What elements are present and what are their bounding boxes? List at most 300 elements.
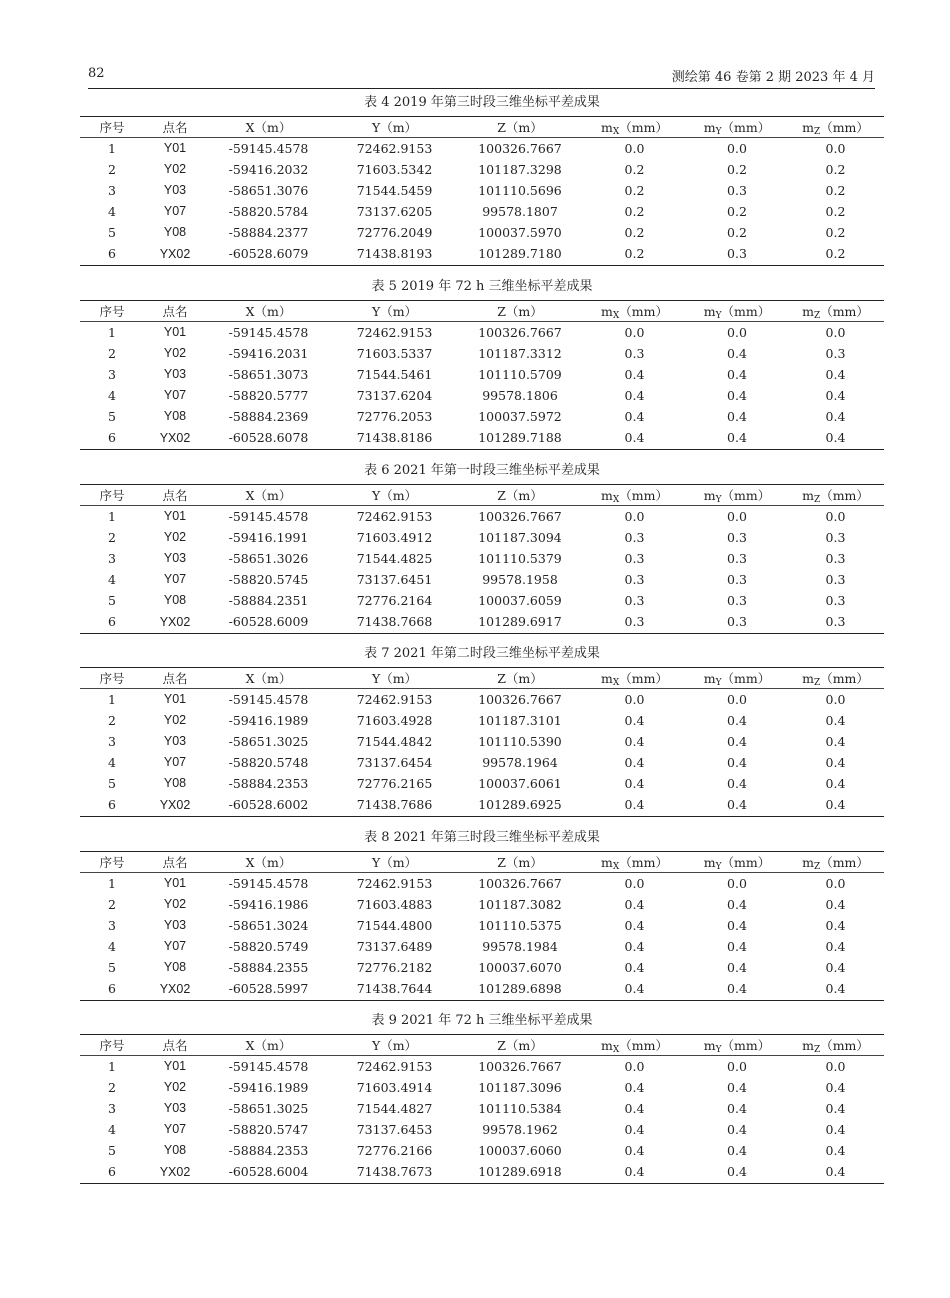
z-cell: 101187.3298	[478, 161, 562, 177]
point-name-cell: YX02	[159, 981, 191, 996]
mz-cell: 0.4	[825, 797, 846, 813]
y-cell: 72462.9153	[356, 508, 433, 524]
my-cell: 0.3	[727, 182, 747, 198]
name-header: 点名	[162, 671, 188, 686]
mz-symbol: m	[802, 119, 814, 135]
table-row	[80, 1140, 884, 1161]
x-cell: -58820.5777	[228, 387, 309, 403]
mz-header	[787, 852, 884, 873]
mx-cell: 0.0	[624, 691, 645, 707]
x-cell: -58884.2377	[228, 224, 309, 240]
x-cell: -59416.1991	[228, 529, 309, 545]
seq-header: 序号	[99, 120, 125, 135]
mx-cell: 0.3	[624, 550, 645, 566]
point-name-cell: Y08	[163, 1143, 187, 1157]
mx-unit: （mm）	[619, 854, 668, 870]
my-header	[687, 485, 787, 506]
seq-cell: 6	[108, 981, 116, 997]
mz-cell: 0.0	[825, 508, 846, 524]
my-cell: 0.4	[727, 1164, 747, 1180]
table-row	[80, 406, 884, 427]
x-cell: -59145.4578	[228, 508, 309, 524]
y-cell: 72462.9153	[356, 875, 433, 891]
mz-cell: 0.4	[825, 1121, 846, 1137]
my-subscript: Y	[715, 861, 722, 872]
point-name-cell: Y07	[163, 939, 187, 953]
result-table-5	[80, 278, 884, 450]
mx-header	[582, 668, 687, 689]
z-cell: 101110.5709	[478, 366, 562, 382]
mx-cell: 0.4	[624, 1164, 645, 1180]
header-row	[80, 1035, 884, 1056]
y-cell: 72776.2182	[356, 959, 433, 975]
table-row	[80, 222, 884, 243]
mz-cell: 0.0	[825, 875, 846, 891]
y-cell: 72462.9153	[356, 140, 433, 156]
seq-cell: 6	[108, 1164, 116, 1180]
z-cell: 101289.6917	[478, 614, 562, 630]
mx-cell: 0.0	[624, 1058, 645, 1074]
y-cell: 73137.6453	[356, 1121, 433, 1137]
table-row	[80, 322, 884, 343]
z-header: Z（m）	[497, 1038, 543, 1053]
result-table-6	[80, 462, 884, 634]
z-cell: 100326.7667	[478, 1058, 562, 1074]
z-cell: 101289.6898	[478, 981, 562, 997]
x-cell: -59416.2031	[228, 345, 309, 361]
mz-cell: 0.4	[825, 1079, 846, 1095]
name-header: 点名	[162, 1038, 188, 1053]
mz-cell: 0.0	[825, 1058, 846, 1074]
table-caption: 表 6 2021 年第一时段三维坐标平差成果	[364, 463, 600, 478]
point-name-cell: Y03	[163, 551, 187, 565]
point-name-cell: YX02	[159, 1164, 191, 1179]
z-cell: 100326.7667	[478, 875, 562, 891]
my-cell: 0.4	[727, 408, 747, 424]
seq-cell: 5	[108, 224, 116, 240]
my-cell: 0.4	[727, 959, 747, 975]
mz-cell: 0.2	[825, 203, 846, 219]
mz-cell: 0.2	[825, 246, 846, 262]
x-header: X（m）	[245, 855, 292, 870]
z-cell: 100326.7667	[478, 691, 562, 707]
my-cell: 0.4	[727, 387, 747, 403]
seq-cell: 3	[108, 550, 116, 566]
point-name-cell: Y03	[163, 367, 187, 381]
mz-header	[787, 668, 884, 689]
x-cell: -58884.2353	[228, 775, 309, 791]
my-cell: 0.4	[727, 1100, 747, 1116]
table-row	[80, 794, 884, 817]
x-cell: -58820.5747	[228, 1121, 309, 1137]
mx-cell: 0.4	[624, 754, 645, 770]
mz-cell: 0.4	[825, 775, 846, 791]
mz-cell: 0.4	[825, 408, 846, 424]
mz-cell: 0.4	[825, 1142, 846, 1158]
point-name-cell: Y07	[163, 204, 187, 218]
table-row	[80, 180, 884, 201]
my-unit: （mm）	[721, 670, 771, 686]
seq-cell: 1	[108, 508, 116, 524]
mz-cell: 0.4	[825, 387, 846, 403]
point-name-cell: Y01	[163, 692, 187, 707]
mz-subscript: Z	[813, 677, 821, 688]
mz-cell: 0.3	[825, 345, 846, 361]
mz-symbol: m	[802, 854, 814, 870]
z-cell: 101187.3096	[478, 1079, 562, 1095]
seq-cell: 1	[108, 691, 116, 707]
seq-cell: 6	[108, 614, 116, 630]
mx-symbol: m	[601, 303, 613, 319]
table-row	[80, 159, 884, 180]
y-cell: 73137.6489	[356, 938, 433, 954]
table-row	[80, 569, 884, 590]
x-cell: -58820.5749	[228, 938, 309, 954]
z-cell: 101187.3312	[478, 345, 562, 361]
mx-cell: 0.4	[624, 917, 645, 933]
mx-cell: 0.2	[624, 224, 645, 240]
x-cell: -58884.2369	[228, 408, 309, 424]
z-cell: 101289.6925	[478, 797, 562, 813]
mx-cell: 0.4	[624, 775, 645, 791]
seq-cell: 6	[108, 797, 116, 813]
z-cell: 100037.5972	[478, 408, 562, 424]
my-cell: 0.4	[727, 896, 747, 912]
x-cell: -60528.6009	[228, 614, 309, 630]
my-cell: 0.4	[727, 430, 747, 446]
table-row	[80, 894, 884, 915]
mz-cell: 0.4	[825, 1100, 846, 1116]
z-cell: 101187.3094	[478, 529, 562, 545]
my-cell: 0.4	[727, 754, 747, 770]
name-header: 点名	[162, 120, 188, 135]
point-name-cell: Y02	[163, 713, 187, 727]
table-row	[80, 611, 884, 634]
header-row	[80, 301, 884, 322]
point-name-cell: Y02	[163, 346, 187, 360]
page-header	[88, 64, 875, 89]
mx-unit: （mm）	[619, 1037, 668, 1053]
z-cell: 101187.3101	[478, 712, 562, 728]
mz-subscript: Z	[813, 861, 821, 872]
mz-subscript: Z	[813, 1044, 821, 1055]
y-cell: 72776.2164	[356, 592, 433, 608]
x-cell: -58651.3025	[228, 733, 309, 749]
y-cell: 73137.6204	[356, 387, 433, 403]
seq-cell: 5	[108, 1142, 116, 1158]
z-cell: 101289.6918	[478, 1164, 562, 1180]
my-cell: 0.4	[727, 917, 747, 933]
point-name-cell: Y01	[163, 1059, 187, 1074]
mx-subscript: X	[612, 1044, 620, 1055]
page-number: 82	[88, 66, 105, 81]
z-cell: 100326.7667	[478, 324, 562, 340]
z-cell: 99578.1964	[482, 754, 558, 770]
seq-cell: 4	[108, 571, 116, 587]
data-table	[80, 851, 884, 1001]
seq-cell: 2	[108, 345, 116, 361]
y-cell: 71544.5461	[356, 366, 433, 382]
mx-cell: 0.4	[624, 1079, 645, 1095]
z-cell: 99578.1807	[482, 203, 558, 219]
mx-symbol: m	[601, 1037, 613, 1053]
seq-header: 序号	[99, 1038, 125, 1053]
seq-cell: 2	[108, 161, 116, 177]
my-cell: 0.3	[727, 246, 747, 262]
table-row	[80, 1056, 884, 1077]
table-row	[80, 773, 884, 794]
mz-cell: 0.3	[825, 592, 846, 608]
x-cell: -58884.2355	[228, 959, 309, 975]
seq-cell: 2	[108, 896, 116, 912]
mx-cell: 0.3	[624, 345, 645, 361]
point-name-cell: Y02	[163, 1080, 187, 1094]
y-cell: 72776.2165	[356, 775, 433, 791]
y-header: Y（m）	[371, 671, 418, 686]
point-name-cell: Y08	[163, 225, 187, 239]
mz-cell: 0.4	[825, 366, 846, 382]
my-cell: 0.4	[727, 1079, 747, 1095]
z-cell: 101110.5379	[478, 550, 562, 566]
y-cell: 71438.8186	[356, 430, 433, 446]
my-subscript: Y	[715, 494, 722, 505]
mx-cell: 0.2	[624, 161, 645, 177]
my-header	[687, 1035, 787, 1056]
mz-symbol: m	[802, 1037, 814, 1053]
my-cell: 0.4	[727, 938, 747, 954]
table-row	[80, 1119, 884, 1140]
mx-subscript: X	[612, 494, 620, 505]
my-unit: （mm）	[721, 854, 771, 870]
z-cell: 100037.6070	[478, 959, 562, 975]
seq-header: 序号	[99, 855, 125, 870]
x-cell: -59416.1989	[228, 712, 309, 728]
seq-header: 序号	[99, 488, 125, 503]
mx-symbol: m	[601, 487, 613, 503]
seq-cell: 4	[108, 203, 116, 219]
result-table-7	[80, 645, 884, 817]
z-cell: 100037.6061	[478, 775, 562, 791]
my-symbol: m	[703, 854, 716, 870]
x-header: X（m）	[245, 304, 292, 319]
mx-cell: 0.4	[624, 733, 645, 749]
my-cell: 0.4	[727, 981, 747, 997]
mz-cell: 0.0	[825, 140, 846, 156]
z-header: Z（m）	[497, 304, 543, 319]
my-cell: 0.0	[727, 140, 747, 156]
mx-cell: 0.0	[624, 324, 645, 340]
seq-cell: 3	[108, 917, 116, 933]
my-symbol: m	[703, 670, 716, 686]
z-cell: 99578.1958	[482, 571, 558, 587]
y-cell: 72462.9153	[356, 324, 433, 340]
point-name-cell: Y07	[163, 388, 187, 402]
table-row	[80, 364, 884, 385]
y-header: Y（m）	[371, 1038, 418, 1053]
data-table	[80, 300, 884, 450]
mz-cell: 0.0	[825, 324, 846, 340]
z-cell: 100037.6060	[478, 1142, 562, 1158]
my-header	[687, 301, 787, 322]
point-name-cell: Y08	[163, 593, 187, 607]
point-name-cell: Y02	[163, 530, 187, 544]
my-subscript: Y	[715, 1044, 722, 1055]
my-cell: 0.4	[727, 366, 747, 382]
x-cell: -60528.6078	[228, 430, 309, 446]
mz-cell: 0.4	[825, 896, 846, 912]
mx-subscript: X	[612, 861, 620, 872]
x-cell: -60528.5997	[228, 981, 309, 997]
point-name-cell: Y02	[163, 897, 187, 911]
data-table	[80, 667, 884, 817]
my-subscript: Y	[715, 126, 722, 137]
table-row	[80, 1077, 884, 1098]
x-cell: -60528.6079	[228, 246, 309, 262]
mx-cell: 0.4	[624, 366, 645, 382]
x-cell: -58651.3026	[228, 550, 309, 566]
z-cell: 101289.7188	[478, 430, 562, 446]
point-name-cell: YX02	[159, 797, 191, 812]
mz-cell: 0.4	[825, 938, 846, 954]
point-name-cell: Y01	[163, 141, 187, 156]
point-name-cell: Y03	[163, 734, 187, 748]
my-cell: 0.0	[727, 691, 747, 707]
my-cell: 0.3	[727, 614, 747, 630]
my-unit: （mm）	[721, 487, 771, 503]
x-header: X（m）	[245, 671, 292, 686]
mz-symbol: m	[802, 670, 814, 686]
table-row	[80, 1098, 884, 1119]
result-table-4	[80, 94, 884, 266]
mx-cell: 0.4	[624, 938, 645, 954]
point-name-cell: Y08	[163, 960, 187, 974]
mz-cell: 0.4	[825, 712, 846, 728]
my-cell: 0.2	[727, 224, 747, 240]
x-cell: -58884.2351	[228, 592, 309, 608]
my-cell: 0.4	[727, 712, 747, 728]
seq-cell: 3	[108, 366, 116, 382]
x-cell: -59416.2032	[228, 161, 309, 177]
data-table	[80, 116, 884, 266]
seq-cell: 4	[108, 754, 116, 770]
name-header: 点名	[162, 855, 188, 870]
point-name-cell: Y01	[163, 509, 187, 524]
seq-cell: 3	[108, 182, 116, 198]
seq-cell: 3	[108, 733, 116, 749]
point-name-cell: Y08	[163, 776, 187, 790]
table-row	[80, 1161, 884, 1184]
seq-cell: 5	[108, 408, 116, 424]
mx-cell: 0.4	[624, 712, 645, 728]
x-cell: -59416.1989	[228, 1079, 309, 1095]
mx-header	[582, 1035, 687, 1056]
mz-header	[787, 485, 884, 506]
mx-cell: 0.4	[624, 896, 645, 912]
my-cell: 0.4	[727, 775, 747, 791]
point-name-cell: Y03	[163, 918, 187, 932]
seq-header: 序号	[99, 304, 125, 319]
mx-cell: 0.4	[624, 1142, 645, 1158]
seq-cell: 1	[108, 140, 116, 156]
mz-symbol: m	[802, 303, 814, 319]
my-cell: 0.2	[727, 203, 747, 219]
mx-symbol: m	[601, 670, 613, 686]
y-cell: 71603.5342	[356, 161, 433, 177]
z-cell: 101289.7180	[478, 246, 562, 262]
mz-cell: 0.3	[825, 571, 846, 587]
header-row	[80, 668, 884, 689]
header-row	[80, 117, 884, 138]
my-header	[687, 852, 787, 873]
y-cell: 72462.9153	[356, 1058, 433, 1074]
mx-symbol: m	[601, 854, 613, 870]
mz-unit: （mm）	[820, 119, 869, 135]
my-symbol: m	[703, 1037, 716, 1053]
point-name-cell: YX02	[159, 430, 191, 445]
seq-cell: 3	[108, 1100, 116, 1116]
z-cell: 101110.5390	[478, 733, 562, 749]
mx-cell: 0.4	[624, 430, 645, 446]
x-cell: -58820.5745	[228, 571, 309, 587]
mz-cell: 0.4	[825, 959, 846, 975]
name-header: 点名	[162, 488, 188, 503]
x-cell: -60528.6004	[228, 1164, 309, 1180]
my-cell: 0.4	[727, 345, 747, 361]
point-name-cell: Y07	[163, 1122, 187, 1136]
x-cell: -60528.6002	[228, 797, 309, 813]
my-cell: 0.4	[727, 797, 747, 813]
y-cell: 73137.6454	[356, 754, 433, 770]
mz-subscript: Z	[813, 310, 821, 321]
point-name-cell: Y01	[163, 876, 187, 891]
my-cell: 0.0	[727, 508, 747, 524]
my-cell: 0.3	[727, 529, 747, 545]
table-row	[80, 343, 884, 364]
x-cell: -58884.2353	[228, 1142, 309, 1158]
y-cell: 71438.7673	[356, 1164, 433, 1180]
mx-cell: 0.4	[624, 1121, 645, 1137]
mx-unit: （mm）	[619, 119, 668, 135]
my-symbol: m	[703, 487, 716, 503]
y-cell: 71544.4825	[356, 550, 433, 566]
y-cell: 71544.4842	[356, 733, 433, 749]
table-row	[80, 590, 884, 611]
mz-header	[787, 301, 884, 322]
x-cell: -58820.5748	[228, 754, 309, 770]
z-cell: 100037.6059	[478, 592, 562, 608]
table-caption: 表 7 2021 年第二时段三维坐标平差成果	[364, 646, 600, 661]
x-cell: -58820.5784	[228, 203, 309, 219]
mz-subscript: Z	[813, 126, 821, 137]
mx-unit: （mm）	[619, 303, 668, 319]
mx-cell: 0.2	[624, 182, 645, 198]
table-row	[80, 873, 884, 894]
mx-cell: 0.3	[624, 529, 645, 545]
z-header: Z（m）	[497, 488, 543, 503]
z-cell: 100326.7667	[478, 140, 562, 156]
table-row	[80, 385, 884, 406]
table-row	[80, 201, 884, 222]
point-name-cell: Y08	[163, 409, 187, 423]
z-cell: 100037.5970	[478, 224, 562, 240]
seq-cell: 6	[108, 246, 116, 262]
y-cell: 71544.4827	[356, 1100, 433, 1116]
table-row	[80, 427, 884, 450]
table-row	[80, 689, 884, 710]
mx-cell: 0.4	[624, 387, 645, 403]
y-cell: 73137.6451	[356, 571, 433, 587]
my-cell: 0.0	[727, 1058, 747, 1074]
